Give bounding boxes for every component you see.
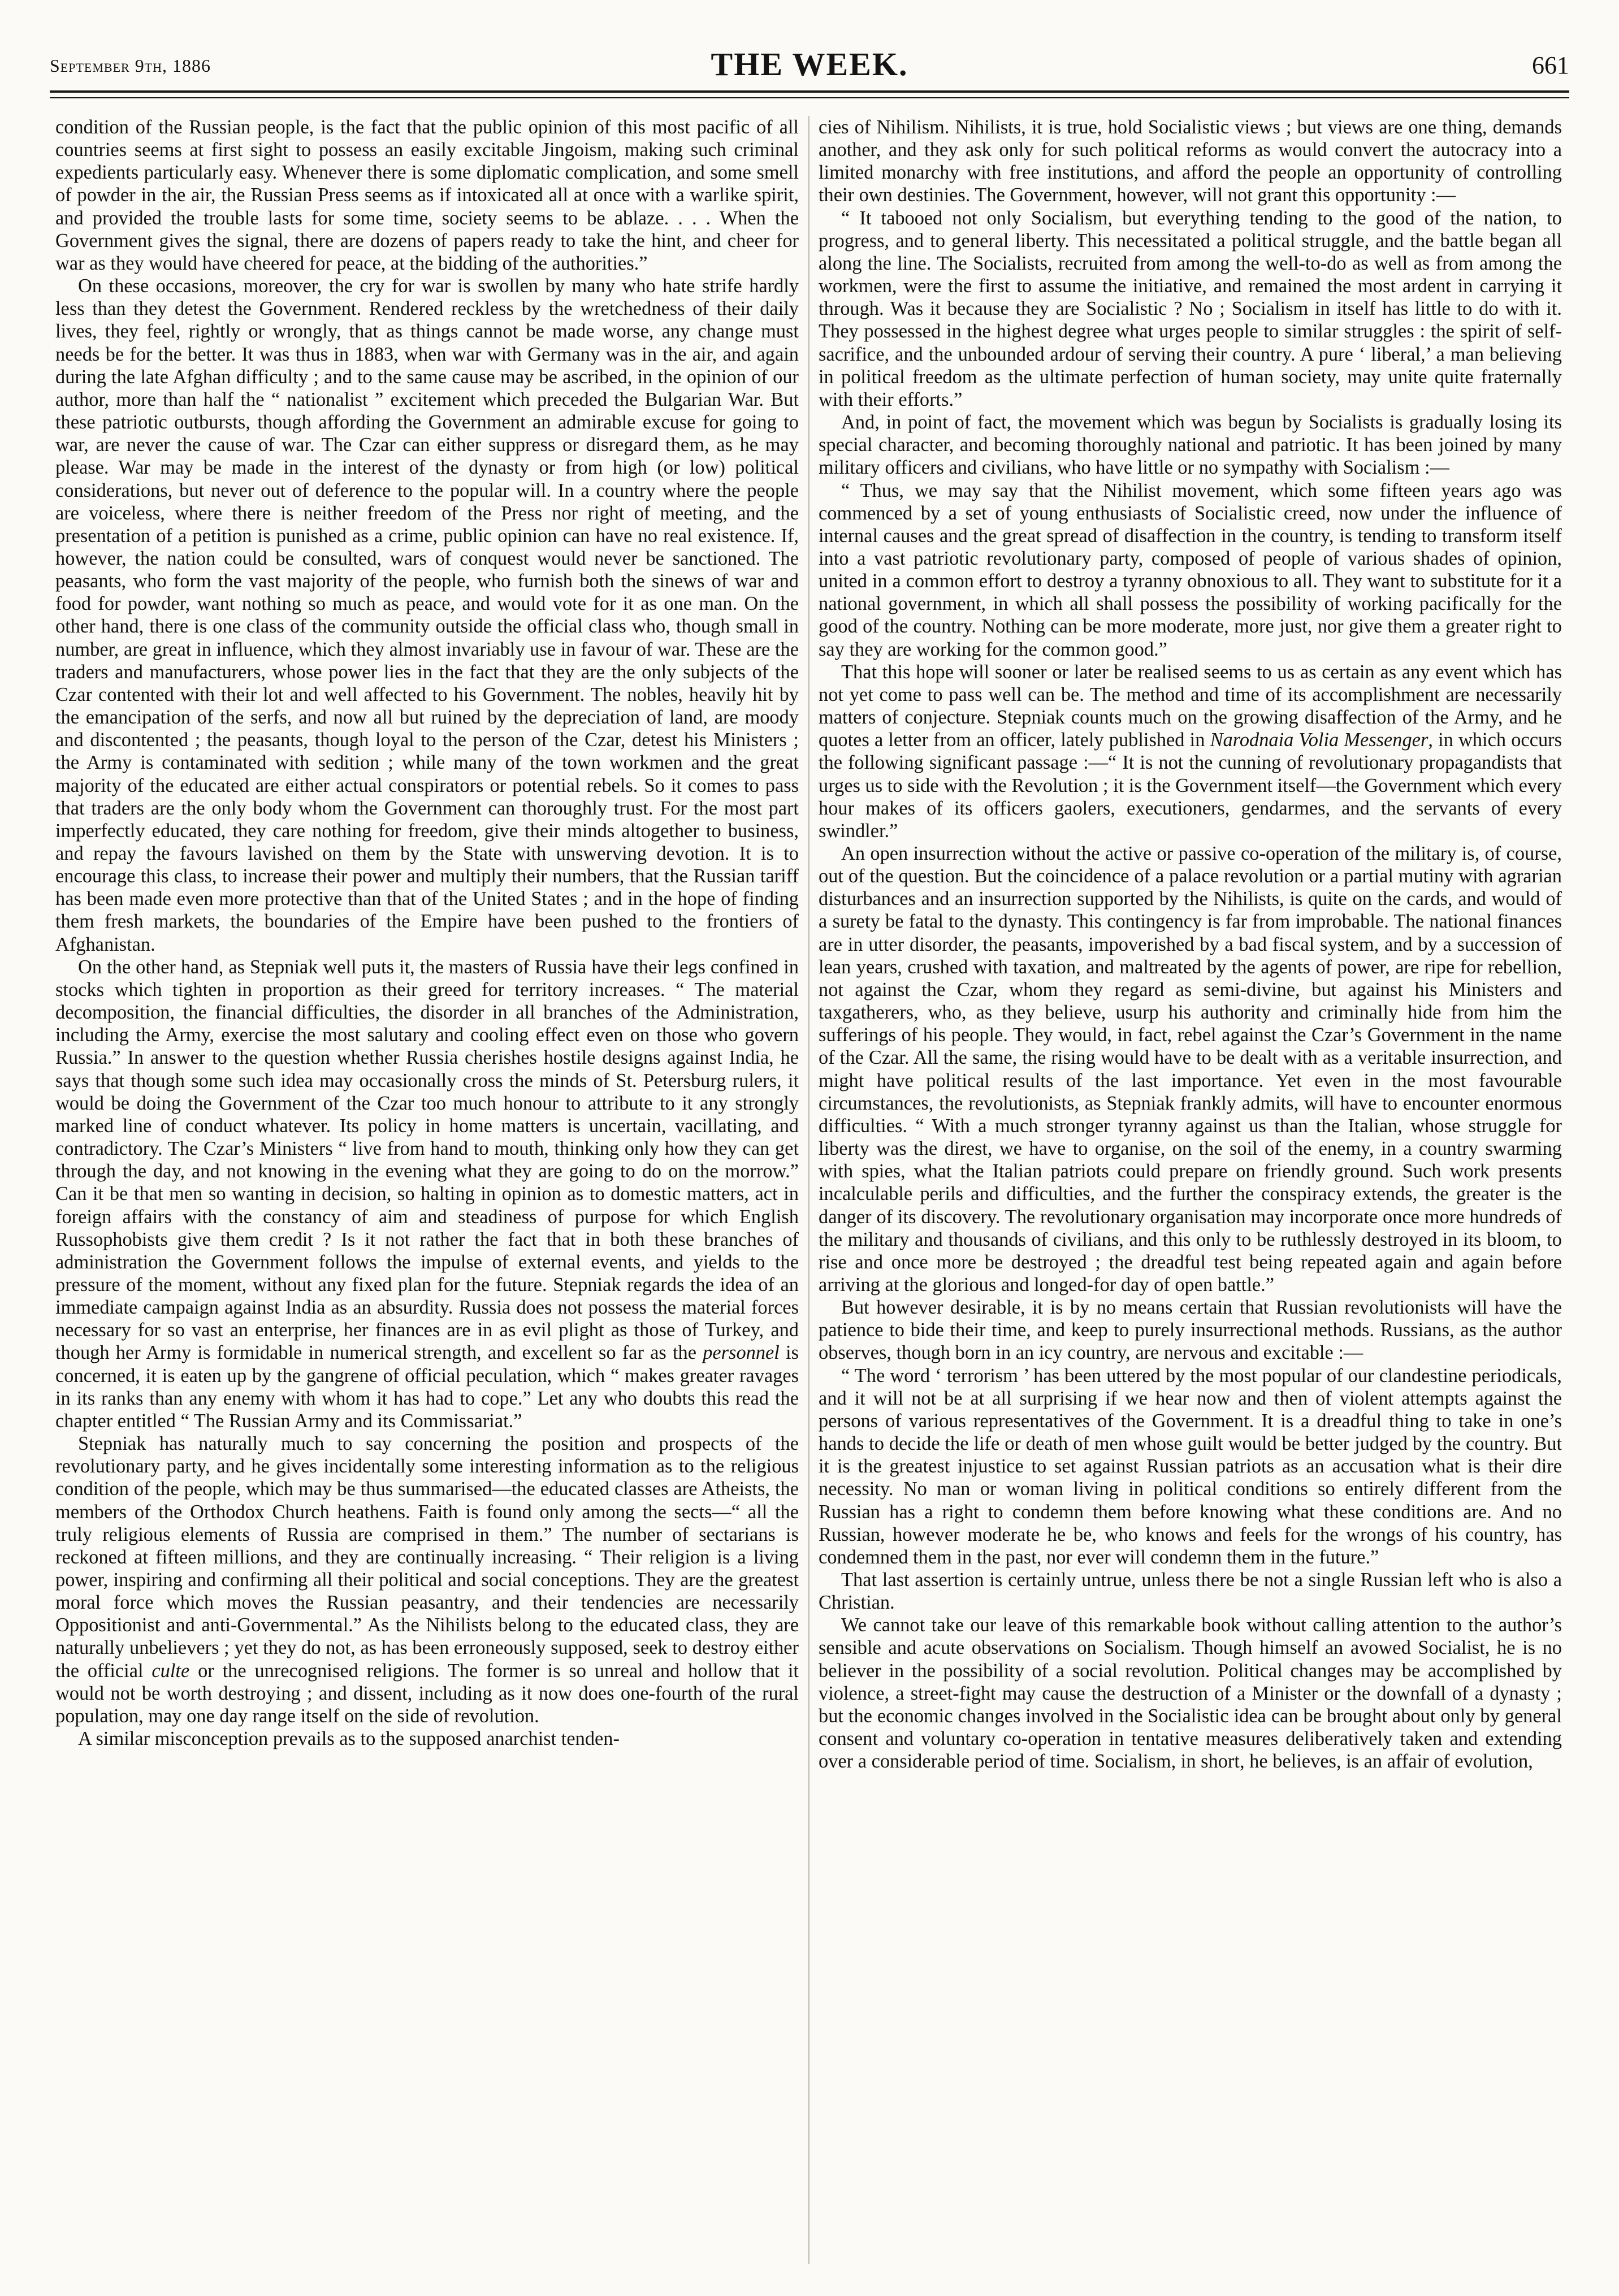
paragraph-text: On the other hand, as Stepniak well puts it, the masters of Russia have their legs confined in stocks which tighten in proportion as their greed for territory increases. “ The material decomposition, the financial difficulties, the disorder in all branches of the Administration, including the Army, exercise the most salutary and cooling effect even on those who govern Russia.” In answer to the question whether Russia cherishes hostile designs against India, he says that though some such idea may occasionally cross the minds of St. Petersburg rulers, it would be doing the Government of the Czar too much honour to attribute to it any strongly marked line of conduct whatever. Its policy in home matters is uncertain, vacillating, and contradictory. The Czar’s Ministers “ live from hand to mouth, thinking only how they can get through the day, and not knowing in the evening what they are going to do on the morrow.” Can it be that men so wanting in decision, so halting in opinion as to domestic matters, act in foreign affairs with the constancy of aim and steadiness of purpose for which English Russophobists give them credit ? Is it not rather the fact that in both these branches of administration the Government follows the impulse of external events, and yields to the pressure of the moment, without any fixed plan for the future. Stepniak regards the idea of an immediate campaign against India as an absurdity. Russia does not possess the material forces necessary for so vast an enterprise, her finances are in as evil plight as those of Turkey, and though her Army is formidable in numerical strength, and excellent so far as the [55, 956, 799, 1364]
masthead-rule-thin [50, 97, 1569, 98]
paragraph [55, 956, 799, 1432]
paragraph: A similar misconception prevails as to the supposed anarchist tenden- [78, 1728, 620, 1750]
page-number: 661 [1532, 51, 1569, 79]
italic-term: personnel [703, 1342, 780, 1364]
left-column [55, 116, 799, 2267]
italic-title: Narodnaia Volia Messenger [1210, 729, 1428, 751]
paragraph: But however desirable, it is by no means certain that Russian revolutionists will have the patience to bide their time, and keep to purely insurrectional methods. Russians, as the author observes, though born in an icy country, are nervous and excitable :— [819, 1297, 1562, 1364]
paragraph: We cannot take our leave of this remarkable book without calling attention to the author’s sensible and acute observations on Socialism. Though himself an avowed Socialist, he is no believer in the possibility of a social revolution. Political changes may be accomplished by violence, a street-fight may cause the destruction of a Minister or the downfall of a dynasty ; but the economic changes involved in the Socialistic idea can be brought about only by general consent and voluntary co-operation in tentative measures deliberatively taken and extending over a considerable period of time. Socialism, in short, he believes, is an affair of evolution, [819, 1614, 1562, 1773]
paragraph-text: , in which occurs the following significant passage :—“ It is not the cunning of revolutionary propagandists that urges us to side with the Revolution ; it is the Government itself—the Government which every hour makes of its officers gaolers, executioners, gendarmes, and the servants of every swindler.” [819, 729, 1562, 842]
paragraph: condition of the Russian people, is the fact that the public opinion of this most pacific of all countries seems at first sight to possess an easily excitable Jingoism, making such criminal expedients particularly easy. Whenever there is some diplomatic complication, and some smell of powder in the air, the Russian Press seems as if intoxicated all at once with a warlike spirit, and provided the trouble lasts for some time, society seems to be ablaze. . . . When the Government gives the signal, there are dozens of papers ready to take the hint, and cheer for war as they would have cheered for peace, at the bidding of the authorities.” [55, 116, 799, 274]
paragraph-text: That this hope will sooner or later be realised seems to us as certain as any event which has not yet come to pass well can be. The method and time of its accomplishment are necessarily matters of conjecture. Stepniak counts much on the growing disaffection of the Army, and he quotes a letter from an officer, lately published in [819, 661, 1562, 751]
masthead-rule [50, 90, 1569, 93]
paragraph: On these occasions, moreover, the cry for war is swollen by many who hate strife hardly less than they detest the Government. Rendered reckless by the wretchedness of their daily lives, they feel, rightly or wrongly, that as things cannot be made worse, any change must needs be for the better. It was thus in 1883, when war with Germany was in the air, and again during the late Afghan difficulty ; and to the same cause may be ascribed, in the opinion of our author, more than half the “ nationalist ” excitement which preceded the Bulgarian War. But these patriotic outbursts, though affording the Government an admirable excuse for going to war, are never the cause of war. The Czar can either suppress or disregard them, as he may please. War may be made in the interest of the dynasty or from high (or low) political considerations, but never out of deference to the popular will. In a country where the people are voiceless, where there is neither freedom of the Press nor right of meeting, and the presentation of a petition is punished as a crime, public opinion can have no real existence. If, however, the nation could be consulted, wars of conquest would never be sanctioned. The peasants, who form the vast majority of the people, who furnish both the sinews of war and food for powder, want nothing so much as peace, and would vote for it as one man. On the other hand, there is one class of the community outside the official class who, though small in number, are great in influence, which they almost invariably use in favour of war. These are the traders and manufacturers, whose power lies in the fact that they are the only subjects of the Czar contented with their lot and well affected to his Government. The nobles, heavily hit by the emancipation of the serfs, and now all but ruined by the depreciation of land, are moody and discontented ; the peasants, though loyal to the person of the Czar, detest his Ministers ; the Army is contaminated with sedition ; while many of the town workmen and the great majority of the educated are either actual conspirators or potential rebels. So it comes to pass that traders are the only body whom the Government can thoroughly trust. For the most part imperfectly educated, they care nothing for freedom, give their minds altogether to business, and repay the favours lavished on them by the State with unswerving devotion. It is to encourage this class, to increase their power and multiply their numbers, that the Russian tariff has been made even more protective than that of the United States ; and in the hope of finding them fresh markets, the boundaries of the Empire have been pushed to the frontiers of Afghanistan. [55, 275, 799, 955]
block-quote: “ It tabooed not only Socialism, but everything tending to the good of the nation, to progress, and to general liberty. This necessitated a political struggle, and the battle began all along the line. The Socialists, recruited from among the well-to-do as well as from among the workmen, were the first to assume the initiative, and remained the most ardent in carrying it through. Was it because they are Socialistic ? No ; Socialism in itself has little to do with it. They possessed in the highest degree what urges people to similar struggles : the spirit of self-sacrifice, and the unbounded ardour of serving their country. A pure ‘ liberal,’ a man believing in political freedom as the ultimate perfection of human society, may unite quite fraternally with their efforts.” [819, 207, 1562, 410]
paragraph: An open insurrection without the active or passive co-operation of the military is, of course, out of the question. But the coincidence of a palace revolution or a partial mutiny with agrarian disturbances and an insurrection supported by the Nihilists, is quite on the cards, and would of a surety be fatal to the dynasty. This contingency is far from improbable. The national finances are in utter disorder, the peasants, impoverished by a bad fiscal system, and by a succession of lean years, crushed with taxation, and maltreated by the agents of power, are ripe for rebellion, not against the Czar, whom they regard as semi-divine, but against his Ministers and taxgatherers, who, as they believe, usurp his authority and criminally hide from him the sufferings of his people. They would, in fact, rebel against the Czar’s Government in the name of the Czar. All the same, the rising would have to be dealt with as a veritable insurrection, and might have political results of the last importance. Yet even in the most favourable circumstances, the revolutionists, as Stepniak frankly admits, will have to encounter enormous difficulties. “ With a much stronger tyranny against us than the Italian, whose struggle for liberty was the direst, we have to organise, on the soil of the enemy, in a country swarming with spies, what the Italian patriots could prepare on friendly ground. Such work presents incalculable perils and difficulties, and the further the conspiracy extends, the greater is the danger of its discovery. The revolutionary organisation may incorporate once more hundreds of the military and thousands of civilians, and this only to be ruthlessly destroyed in its bloom, to rise and once more be destroyed ; the dreadful test being repeated again and again before arriving at the glorious and longed-for day of open battle.” [819, 843, 1562, 1296]
right-column [819, 116, 1562, 2267]
paragraph: cies of Nihilism. Nihilists, it is true, hold Socialistic views ; but views are one thing, demands another, and they ask only for such political reforms as would convert the autocracy into a limited monarchy with free institutions, and afford the people an opportunity of controlling their own destinies. The Government, however, will not grant this opportunity :— [819, 116, 1562, 206]
publication-title: THE WEEK. [711, 46, 908, 83]
paragraph [55, 1432, 799, 1727]
paragraph-text: Stepniak has naturally much to say concerning the position and prospects of the revolutionary party, and he gives incidentally some interesting information as to the religious condition of the people, which may be thus summarised—the educated classes are Atheists, the members of the Orthodox Church heathens. Faith is found only among the sects—“ all the truly religious elements of Russia are comprised in them.” The number of sectarians is reckoned at fifteen millions, and they are continually increasing. “ Their religion is a living power, inspiring and confirming all their political and social conceptions. They are the greatest moral force which moves the Russian peasantry, and their tendencies are necessarily Oppositionist and anti-Governmental.” As the Nihilists belong to the educated class, they are naturally unbelievers ; yet they do not, as has been erroneously supposed, seek to destroy either the official [55, 1433, 799, 1682]
column-divider [808, 116, 810, 2264]
block-quote: “ Thus, we may say that the Nihilist movement, which some fifteen years ago was commenced by a set of young enthusiasts of Socialistic creed, now under the influence of internal causes and the great spread of disaffection in the country, is tending to transform itself into a vast patriotic revolutionary party, composed of people of various shades of opinion, united in a common effort to destroy a tyranny obnoxious to all. They want to substitute for it a national government, in which all shall possess the possibility of working pacifically for the good of the country. Nothing can be more moderate, more just, nor give them a greater right to say they are working for the common good.” [819, 479, 1562, 660]
issue-date: September 9th, 1886 [50, 55, 211, 76]
paragraph-text: or the unrecognised religions. The former is so unreal and hollow that it would not be worth destroying ; and dissent, including as it now does one-fourth of the rural population, may one day range itself on the side of revolution. [55, 1660, 799, 1727]
paragraph: That last assertion is certainly untrue, unless there be not a single Russian left who is also a Christian. [819, 1569, 1562, 1614]
paragraph: And, in point of fact, the movement which was begun by Socialists is gradually losing its special character, and becoming thoroughly national and patriotic. It has been joined by many military officers and civilians, who have little or no sympathy with Socialism :— [819, 411, 1562, 479]
italic-term: culte [151, 1660, 190, 1682]
masthead [50, 45, 1569, 83]
paragraph-text: is concerned, it is eaten up by the gangrene of official peculation, which “ makes greater ravages in its ranks than any enemy with whom it has had to cope.” Let any who doubts this read the chapter entitled “ The Russian Army and its Commissariat.” [55, 1342, 799, 1432]
paragraph [819, 661, 1562, 842]
block-quote: “ The word ‘ terrorism ’ has been uttered by the most popular of our clandestine periodicals, and it will not be at all surprising if we hear now and then of violent attempts against the persons of various representatives of the Government. It is a dreadful thing to take in one’s hands to decide the life or death of men whose guilt would be better judged by the country. But it is the greatest injustice to set against Russian patriots as an accusation what is their dire necessity. No man or woman living in political conditions so entirely different from the Russian has a right to condemn them before knowing what these conditions are. And no Russian, however moderate he be, who knows and feels for the wrongs of his country, has condemned them in the past, nor ever will condemn them in the future.” [819, 1364, 1562, 1568]
